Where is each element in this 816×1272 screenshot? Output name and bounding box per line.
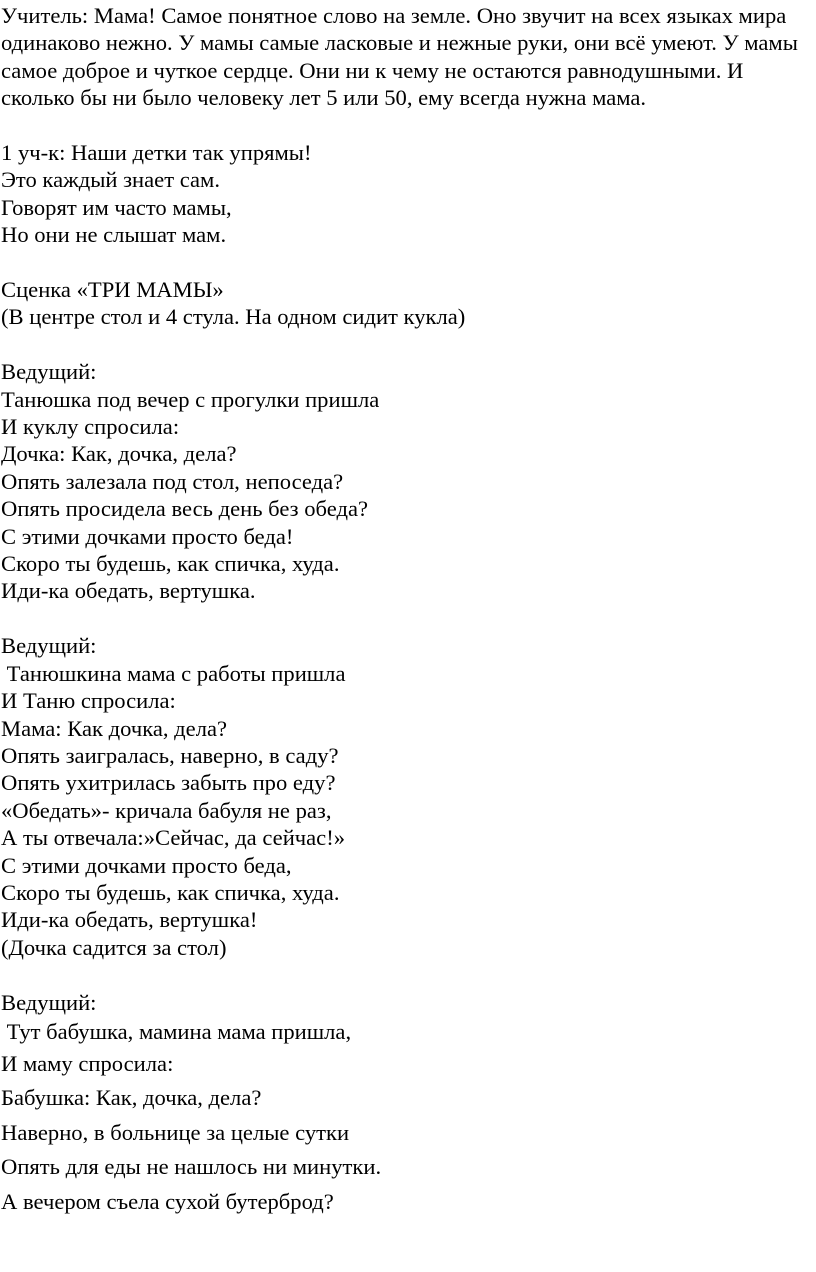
paragraph-gap [1,112,808,139]
speaker-label: Ведущий: [1,989,97,1015]
poem-line: 1 уч-к: Наши детки так упрямы! [1,140,312,166]
speaker-label: Ведущий: [1,633,97,659]
dialogue-part-1 [1,358,808,605]
dialogue-line: Наверно, в больнице за целые сутки [1,1119,350,1145]
dialogue-part-3 [1,989,808,1220]
dialogue-line: И куклу спросила: [1,414,180,440]
dialogue-line: Танюшка под вечер с прогулки пришла [1,386,380,412]
paragraph-gap [1,605,808,632]
dialogue-line: Опять ухитрилась забыть про еду? [1,770,336,796]
dialogue-line: С этими дочками просто беда, [1,852,292,878]
document-page [1,2,808,1219]
dialogue-line: С этими дочками просто беда! [1,523,294,549]
poem-line: Говорят им часто мамы, [1,194,232,220]
dialogue-line: Скоро ты будешь, как спичка, худа. [1,551,340,577]
dialogue-line: Скоро ты будешь, как спичка, худа. [1,879,340,905]
dialogue-line: Иди-ка обедать, вертушка. [1,578,256,604]
dialogue-line: Дочка: Как, дочка, дела? [1,441,237,467]
dialogue-line: Тут бабушка, мамина мама пришла, [1,1018,352,1044]
dialogue-part-2 [1,632,808,961]
dialogue-line: «Обедать»- кричала бабуля не раз, [1,797,332,823]
dialogue-line: Опять залезала под стол, непоседа? [1,468,344,494]
scene-title: Сценка «ТРИ МАМЫ» [1,277,224,303]
dialogue-line: И маму спросила: [1,1050,174,1076]
dialogue-line: Мама: Как дочка, дела? [1,715,228,741]
dialogue-line: А вечером съела сухой бутерброд? [1,1188,334,1214]
scene-heading [1,276,808,331]
dialogue-line: Бабушка: Как, дочка, дела? [1,1085,262,1111]
dialogue-line: И Таню спросила: [1,688,176,714]
speaker-label: Ведущий: [1,359,97,385]
paragraph-gap [1,961,808,988]
stage-direction: (Дочка садится за стол) [1,934,227,960]
poem-stanza [1,139,808,249]
poem-line: Но они не слышат мам. [1,222,227,248]
dialogue-line: Опять для еды не нашлось ни минутки. [1,1154,382,1180]
teacher-intro-paragraph: Учитель: Мама! Самое понятное слово на земле. Оно звучит на всех языках мира одинаково нежно. У мамы самые ласковые и нежные руки, они всё умеют. У мамы самое доброе и чуткое сердце. Они ни к чему не остаются равнодушными. И сколько бы ни было человеку лет 5 или 50, ему всегда нужна мама. [1,3,798,111]
poem-line: Это каждый знает сам. [1,167,220,193]
dialogue-line: А ты отвечала:»Сейчас, да сейчас!» [1,825,346,851]
dialogue-line: Иди-ка обедать, вертушка! [1,907,258,933]
scene-stage-note: (В центре стол и 4 стула. На одном сидит кукла) [1,304,466,330]
paragraph-gap [1,331,808,358]
dialogue-line: Опять заигралась, наверно, в саду? [1,742,339,768]
dialogue-line: Танюшкина мама с работы пришла [1,660,346,686]
dialogue-line: Опять просидела весь день без обеда? [1,496,368,522]
paragraph-gap [1,249,808,276]
